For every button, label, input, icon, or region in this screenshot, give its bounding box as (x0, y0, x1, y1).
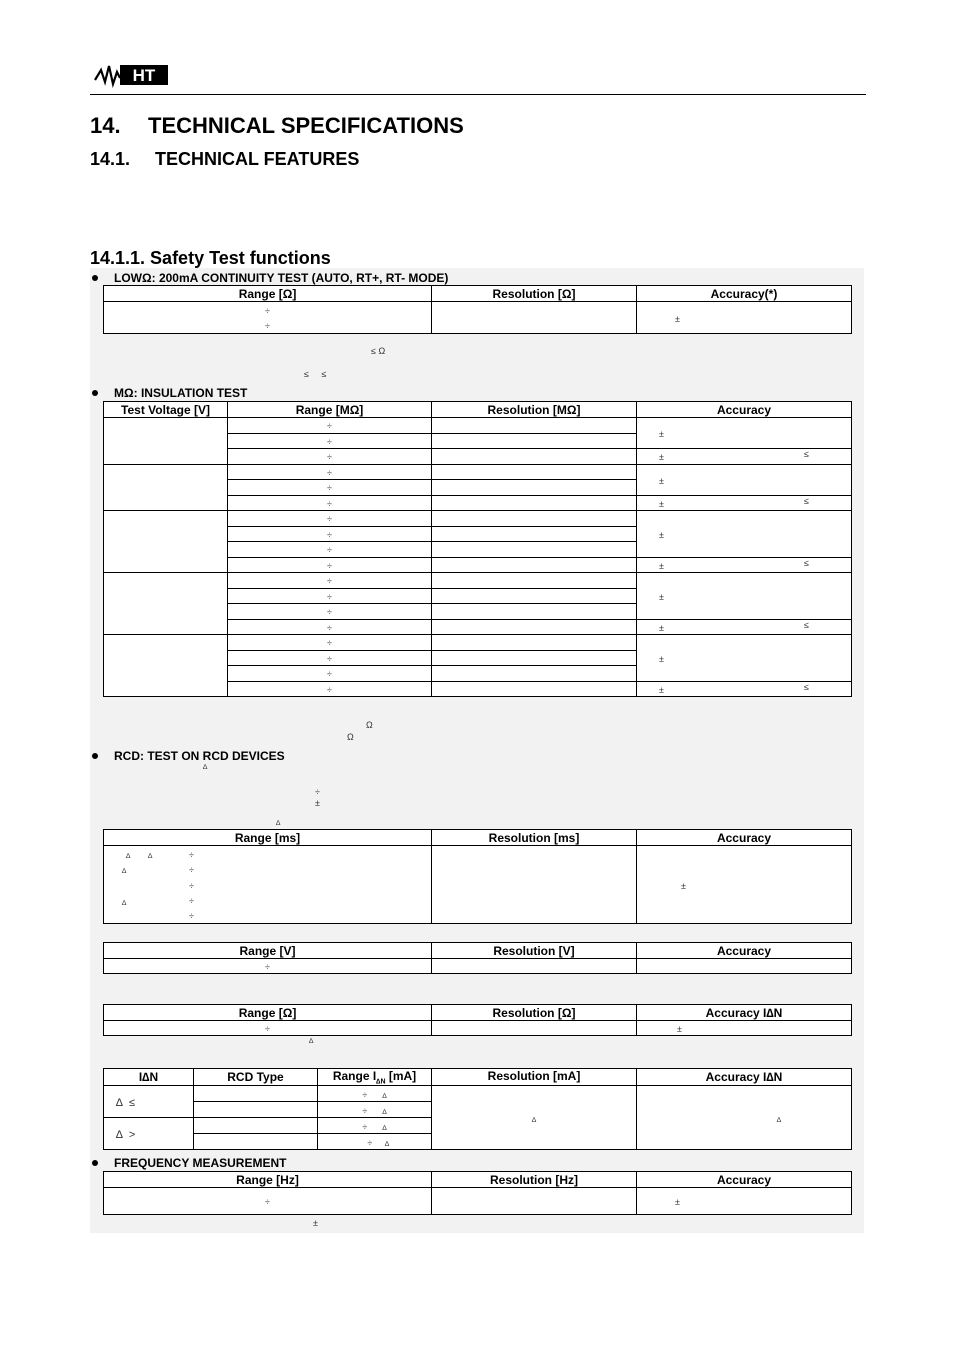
rcd-ramp-header-idn: I∆N (104, 1069, 194, 1086)
ht-logo (93, 62, 171, 88)
rcd-ramp-range-cell: ÷ ∆ (318, 1102, 432, 1118)
insulation-accuracy-cell: ± ≤ (637, 449, 852, 465)
rcd-ramp-range-cell: ÷ ∆ (318, 1086, 432, 1102)
insulation-accuracy-cell: ± (637, 418, 852, 449)
insulation-accuracy-cell: ± (637, 511, 852, 558)
frequency-accuracy-cell: ± (637, 1188, 852, 1215)
rcd-trip-header-range: Range [ms] (104, 830, 432, 846)
frequency-header-resolution: Resolution [Hz] (432, 1172, 637, 1188)
continuity-header-resolution: Resolution [Ω] (432, 286, 637, 302)
insulation-resolution-cell (432, 666, 637, 682)
insulation-range-cell: ÷ (228, 433, 432, 449)
insulation-resolution-cell (432, 681, 637, 697)
insulation-range-cell: ÷ (228, 635, 432, 651)
rcd-ramp-header-type: RCD Type (194, 1069, 318, 1086)
rcd-ramp-range-cell: ÷ ∆ (318, 1118, 432, 1134)
bullet-icon (92, 753, 98, 759)
rcd-ramp-range-cell: ÷ ∆ (318, 1134, 432, 1150)
insulation-resolution-cell (432, 464, 637, 480)
insulation-voltage-cell (104, 635, 228, 697)
insulation-range-cell: ÷ (228, 480, 432, 496)
rcd-resistance-resolution-cell (432, 1021, 637, 1036)
insulation-resolution-cell (432, 588, 637, 604)
logo-text: HT (132, 66, 156, 85)
rcd-intro-symbol: ± (315, 798, 320, 808)
rcd-resistance-header-accuracy: Accuracy I∆N (637, 1005, 852, 1021)
continuity-header-accuracy: Accuracy(*) (637, 286, 852, 302)
insulation-range-cell: ÷ (228, 604, 432, 620)
insulation-accuracy-cell: ± ≤ (637, 495, 852, 511)
insulation-accuracy-cell: ± (637, 635, 852, 682)
rcd-trip-table (103, 829, 852, 924)
insulation-resolution-cell (432, 480, 637, 496)
continuity-title: LOWΩ: 200mA CONTINUITY TEST (AUTO, RT+, RT- MODE) (114, 271, 448, 285)
insulation-resolution-cell (432, 604, 637, 620)
rcd-voltage-accuracy-cell (637, 959, 852, 974)
rcd-trip-resolution-cell (432, 846, 637, 924)
insulation-resolution-cell (432, 418, 637, 434)
insulation-resolution-cell (432, 449, 637, 465)
header-rule (90, 94, 866, 95)
frequency-header-range: Range [Hz] (104, 1172, 432, 1188)
continuity-accuracy-cell: ± (637, 302, 852, 334)
insulation-resolution-cell (432, 526, 637, 542)
frequency-title: FREQUENCY MEASUREMENT (114, 1156, 286, 1170)
rcd-trip-header-accuracy: Accuracy (637, 830, 852, 846)
rcd-voltage-table (103, 942, 852, 974)
rcd-resistance-header-resolution: Resolution [Ω] (432, 1005, 637, 1021)
insulation-resolution-cell (432, 573, 637, 589)
insulation-accuracy-cell: ± ≤ (637, 619, 852, 635)
insulation-range-cell: ÷ (228, 573, 432, 589)
frequency-table (103, 1171, 852, 1215)
insulation-accuracy-cell: ± ≤ (637, 681, 852, 697)
rcd-ramp-type-cell (194, 1118, 318, 1134)
rcd-resistance-header-range: Range [Ω] (104, 1005, 432, 1021)
rcd-ramp-header-resolution: Resolution [mA] (432, 1069, 637, 1086)
insulation-header-range: Range [MΩ] (228, 402, 432, 418)
insulation-voltage-cell (104, 418, 228, 465)
rcd-ramp-header-accuracy: Accuracy I∆N (637, 1069, 852, 1086)
rcd-note-symbol: ∆ (309, 1038, 314, 1045)
rcd-trip-accuracy-cell: ± (637, 846, 852, 924)
insulation-header-resolution: Resolution [MΩ] (432, 402, 637, 418)
insulation-table (103, 401, 852, 697)
rcd-voltage-range-cell: ÷ (104, 959, 432, 974)
insulation-resolution-cell (432, 511, 637, 527)
rcd-ramp-row-label: ∆ ≤ (104, 1086, 194, 1118)
rcd-ramp-type-cell (194, 1102, 318, 1118)
rcd-ramp-row-label: ∆ > (104, 1118, 194, 1150)
insulation-resolution-cell (432, 619, 637, 635)
rcd-voltage-header-accuracy: Accuracy (637, 943, 852, 959)
insulation-range-cell: ÷ (228, 495, 432, 511)
insulation-accuracy-cell: ± ≤ (637, 557, 852, 573)
rcd-trip-header-resolution: Resolution [ms] (432, 830, 637, 846)
insulation-voltage-cell (104, 573, 228, 635)
insulation-range-cell: ÷ (228, 542, 432, 558)
rcd-intro-symbol: ÷ (315, 787, 320, 797)
insulation-accuracy-cell: ± (637, 464, 852, 495)
continuity-note-symbol: ≤ ≤ (304, 369, 327, 379)
insulation-title: MΩ: INSULATION TEST (114, 386, 247, 400)
rcd-resistance-table (103, 1004, 852, 1036)
rcd-voltage-header-resolution: Resolution [V] (432, 943, 637, 959)
insulation-note-symbol: Ω (366, 720, 373, 730)
rcd-resistance-accuracy-cell: ± (637, 1021, 852, 1036)
insulation-accuracy-cell: ± (637, 573, 852, 620)
rcd-trip-range-cell: ∆ ∆ ÷ ∆ ÷ ÷ ∆ ÷ ÷ (104, 846, 432, 924)
bullet-icon (92, 275, 98, 281)
insulation-range-cell: ÷ (228, 650, 432, 666)
rcd-ramp-header-range: Range $I_{\Delta N}$ [mA] (318, 1069, 432, 1086)
bullet-icon (92, 1160, 98, 1166)
insulation-resolution-cell (432, 650, 637, 666)
continuity-note-symbol: ≤ Ω (371, 346, 386, 356)
rcd-ramp-type-cell (194, 1086, 318, 1102)
chapter-title: 14. TECHNICAL SPECIFICATIONS (90, 113, 464, 138)
continuity-header-range: Range [Ω] (104, 286, 432, 302)
continuity-resolution-cell (432, 302, 637, 334)
rcd-voltage-header-range: Range [V] (104, 943, 432, 959)
insulation-range-cell: ÷ (228, 619, 432, 635)
insulation-range-cell: ÷ (228, 588, 432, 604)
insulation-header-accuracy: Accuracy (637, 402, 852, 418)
insulation-range-cell: ÷ (228, 449, 432, 465)
frequency-header-accuracy: Accuracy (637, 1172, 852, 1188)
rcd-ramp-resolution-cell: ∆ (432, 1086, 637, 1150)
frequency-range-cell: ÷ (104, 1188, 432, 1215)
rcd-intro-symbol: ∆ (203, 764, 208, 771)
rcd-voltage-resolution-cell (432, 959, 637, 974)
insulation-voltage-cell (104, 464, 228, 511)
rcd-title: RCD: TEST ON RCD DEVICES (114, 749, 285, 763)
continuity-range-cell: ÷ ÷ (104, 302, 432, 334)
insulation-range-cell: ÷ (228, 557, 432, 573)
insulation-resolution-cell (432, 433, 637, 449)
frequency-resolution-cell (432, 1188, 637, 1215)
insulation-range-cell: ÷ (228, 418, 432, 434)
insulation-range-cell: ÷ (228, 681, 432, 697)
subsection-title: 14.1.1. Safety Test functions (90, 248, 331, 268)
section-title: 14.1. TECHNICAL FEATURES (90, 149, 360, 169)
rcd-resistance-range-cell: ÷ (104, 1021, 432, 1036)
insulation-resolution-cell (432, 557, 637, 573)
rcd-ramp-table (103, 1068, 852, 1150)
insulation-resolution-cell (432, 542, 637, 558)
insulation-resolution-cell (432, 495, 637, 511)
rcd-ramp-type-cell (194, 1134, 318, 1150)
rcd-intro-symbol: ∆ (276, 820, 281, 827)
continuity-table (103, 285, 852, 334)
bullet-icon (92, 390, 98, 396)
insulation-resolution-cell (432, 635, 637, 651)
insulation-range-cell: ÷ (228, 526, 432, 542)
insulation-range-cell: ÷ (228, 511, 432, 527)
insulation-header-voltage: Test Voltage [V] (104, 402, 228, 418)
insulation-voltage-cell (104, 511, 228, 573)
insulation-note-symbol: Ω (347, 732, 354, 742)
frequency-note-symbol: ± (313, 1218, 318, 1228)
rcd-ramp-accuracy-cell: ∆ (637, 1086, 852, 1150)
insulation-range-cell: ÷ (228, 464, 432, 480)
insulation-range-cell: ÷ (228, 666, 432, 682)
